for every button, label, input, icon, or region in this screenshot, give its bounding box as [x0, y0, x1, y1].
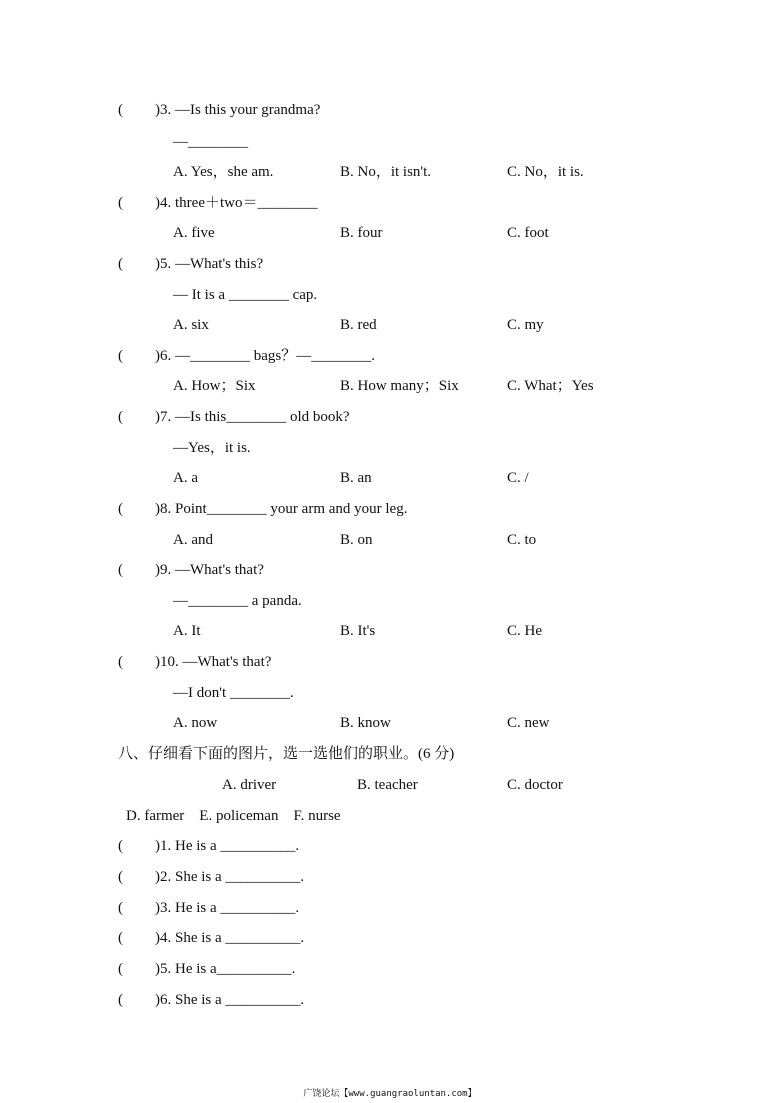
question-stem: )5. —What's this? — [155, 256, 264, 272]
job-item: )4. She is a __________. — [155, 930, 305, 946]
job-item: )5. He is a__________. — [155, 961, 296, 977]
answer-bracket: ( — [118, 256, 123, 272]
answer-bracket: ( — [118, 654, 123, 670]
job-choice-b: B. teacher — [357, 777, 418, 793]
answer-bracket: ( — [118, 930, 123, 946]
option-c: C. No，it is. — [507, 164, 584, 180]
option-b: B. It's — [340, 623, 376, 639]
answer-bracket: ( — [118, 102, 123, 118]
option-b: B. No，it isn't. — [340, 164, 432, 180]
option-b: B. four — [340, 225, 383, 241]
option-a: A. How；Six — [173, 378, 256, 394]
answer-bracket: ( — [118, 838, 123, 854]
question-response-line: —Yes，it is. — [173, 440, 251, 456]
option-b: B. red — [340, 317, 377, 333]
answer-bracket: ( — [118, 195, 123, 211]
question-response-line: —________ a panda. — [173, 593, 302, 609]
answer-bracket: ( — [118, 562, 123, 578]
answer-bracket: ( — [118, 501, 123, 517]
question-stem: )3. —Is this your grandma? — [155, 102, 321, 118]
option-a: A. It — [173, 623, 201, 639]
question-stem: )7. —Is this________ old book? — [155, 409, 350, 425]
question-response-line: — It is a ________ cap. — [173, 287, 318, 303]
option-c: C. to — [507, 532, 537, 548]
option-b: B. an — [340, 470, 372, 486]
answer-bracket: ( — [118, 900, 123, 916]
option-a: A. Yes，she am. — [173, 164, 274, 180]
section-heading: 八、仔细看下面的图片，选一选他们的职业。(6 分) — [118, 746, 455, 762]
option-c: C. foot — [507, 225, 549, 241]
option-a: A. five — [173, 225, 215, 241]
option-b: B. How many；Six — [340, 378, 459, 394]
question-stem: )10. —What's that? — [155, 654, 272, 670]
question-stem: )8. Point________ your arm and your leg. — [155, 501, 408, 517]
answer-bracket: ( — [118, 869, 123, 885]
job-item: )2. She is a __________. — [155, 869, 305, 885]
job-item: )6. She is a __________. — [155, 992, 305, 1008]
job-item: )1. He is a __________. — [155, 838, 300, 854]
answer-bracket: ( — [118, 348, 123, 364]
job-choice-a: A. driver — [222, 777, 277, 793]
question-stem: )4. three＋two＝________ — [155, 195, 318, 211]
question-stem: )9. —What's that? — [155, 562, 264, 578]
job-choices-row2: D. farmer E. policeman F. nurse — [126, 808, 341, 824]
option-c: C. new — [507, 715, 550, 731]
job-item: )3. He is a __________. — [155, 900, 300, 916]
answer-bracket: ( — [118, 961, 123, 977]
option-a: A. a — [173, 470, 198, 486]
answer-bracket: ( — [118, 409, 123, 425]
job-choice-c: C. doctor — [507, 777, 563, 793]
option-a: A. now — [173, 715, 218, 731]
option-a: A. and — [173, 532, 213, 548]
question-response-line: —I don't ________. — [173, 685, 294, 701]
option-c: C. What；Yes — [507, 378, 594, 394]
option-b: B. know — [340, 715, 391, 731]
option-c: C. He — [507, 623, 542, 639]
option-b: B. on — [340, 532, 373, 548]
option-a: A. six — [173, 317, 209, 333]
footer-watermark: 广饶论坛【www.guangraoluntan.com】 — [303, 1089, 477, 1099]
question-response-line: —________ — [173, 134, 248, 150]
question-stem: )6. —________ bags？—________. — [155, 348, 375, 364]
answer-bracket: ( — [118, 992, 123, 1008]
option-c: C. / — [507, 470, 529, 486]
option-c: C. my — [507, 317, 544, 333]
